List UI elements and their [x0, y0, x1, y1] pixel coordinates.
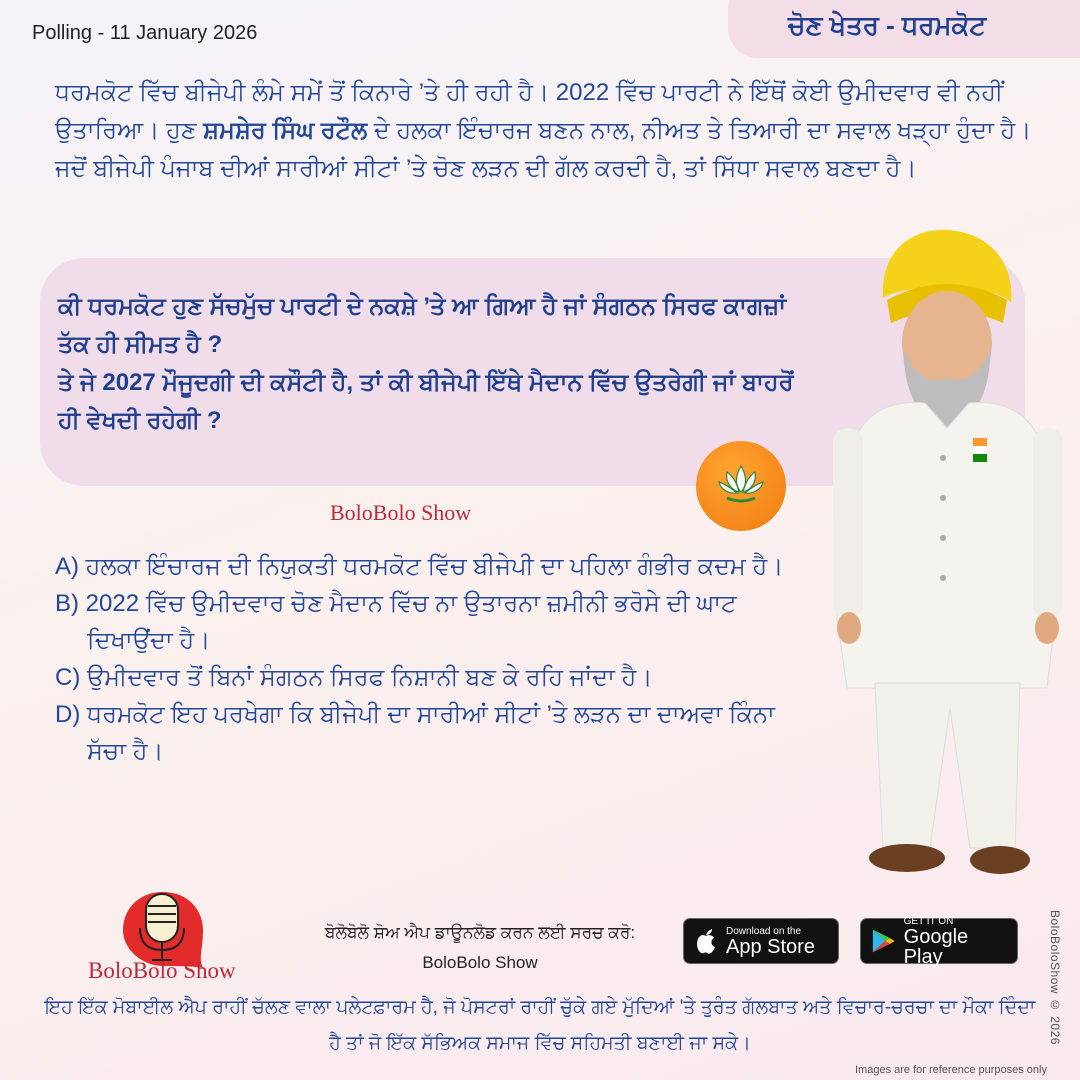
- question-line-1: ਕੀ ਧਰਮਕੋਟ ਹੁਣ ਸੱਚਮੁੱਚ ਪਾਰਟੀ ਦੇ ਨਕਸ਼ੇ ’ਤੇ ਆ ਗਿਆ ਹੈ ਜਾਂ ਸੰਗਠਨ ਸਿਰਫ ਕਾਗਜ਼ਾਂ ਤੱਕ ਹੀ ਸੀਮਤ ਹੈ ?: [58, 293, 787, 358]
- download-instructions: ਬੋਲੋਬੋਲੋ ਸ਼ੋਅ ਐਪ ਡਾਊਨਲੋਡ ਕਰਨ ਲਈ ਸਰਚ ਕਰੋ: BoloBolo Show: [290, 918, 670, 978]
- constituency-title-pill: [728, 0, 1080, 58]
- polling-date: Polling - 11 January 2026: [32, 22, 258, 44]
- intro-text: ਧਰਮਕੋਟ ਵਿੱਚ ਬੀਜੇਪੀ ਲੰਮੇ ਸਮੇਂ ਤੋਂ ਕਿਨਾਰੇ ’ਤੇ ਹੀ ਰਹੀ ਹੈ। 2022 ਵਿੱਚ ਪਾਰਟੀ ਨੇ ਇੱਥੋਂ ਕੋਈ ਉਮੀਦਵਾਰ ਵੀ ਨਹੀਂ ਉਤਾਰਿਆ। ਹੁਣ: [55, 79, 1004, 144]
- disclaimer: Images are for reference purposes only: [855, 1064, 1047, 1076]
- question-line-2: ਤੇ ਜੇ 2027 ਮੌਜੂਦਗੀ ਦੀ ਕਸੌਟੀ ਹੈ, ਤਾਂ ਕੀ ਬੀਜੇਪੀ ਇੱਥੇ ਮੈਦਾਨ ਵਿੱਚ ਉਤਰੇਗੀ ਜਾਂ ਬਾਹਰੋਂ ਹੀ ਵੇਖਦੀ ਰਹੇਗੀ ?: [58, 369, 794, 434]
- bjp-lotus-logo: [696, 441, 786, 531]
- intro-text-cont: ਦੇ ਹਲਕਾ ਇੰਚਾਰਜ ਬਣਨ ਨਾਲ, ਨੀਅਤ ਤੇ ਤਿਆਰੀ ਦਾ ਸਵਾਲ ਖੜ੍ਹਾ ਹੁੰਦਾ ਹੈ। ਜਦੋਂ ਬੀਜੇਪੀ ਪੰਜਾਬ ਦੀਆਂ ਸਾਰੀਆਂ ਸੀਟਾਂ ’ਤੇ ਚੋਣ ਲੜਨ ਦੀ ਗੱਲ ਕਰਦੀ ਹੈ, ਤਾਂ ਸਿੱਧਾ ਸਵਾਲ ਬਣਦਾ ਹੈ।: [55, 117, 1032, 182]
- poll-question: [58, 288, 818, 440]
- google-play-icon: [871, 927, 896, 955]
- leader-illustration: [825, 228, 1070, 888]
- footer-description: ਇਹ ਇੱਕ ਮੋਬਾਈਲ ਐਪ ਰਾਹੀਂ ਚੱਲਣ ਵਾਲਾ ਪਲੇਟਫ਼ਾਰਮ ਹੈ, ਜੋ ਪੋਸਟਰਾਂ ਰਾਹੀਂ ਚੁੱਕੇ ਗਏ ਮੁੱਦਿਆਂ 'ਤੇ ਤੁਰੰਤ ਗੱਲਬਾਤ ਅਤੇ ਵਿਚਾਰ-ਚਰਚਾ ਦਾ ਮੌਕਾ ਦਿੰਦਾ ਹੈ ਤਾਂ ਜੋ ਇੱਕ ਸੱਭਿਅਕ ਸਮਾਜ ਵਿੱਚ ਸਹਿਮਤੀ ਬਣਾਈ ਜਾ ਸਕੇ।: [44, 997, 1036, 1054]
- copyright: BoloBoloShow © 2026: [1048, 910, 1062, 1045]
- leader-name: ਸ਼ਮਸ਼ੇਰ ਸਿੰਘ ਰਟੌਲ: [203, 117, 368, 144]
- constituency-title: ਚੋਣ ਖੇਤਰ - ਧਰਮਕੋਟ: [788, 10, 987, 40]
- brand-watermark: BoloBolo Show: [330, 500, 472, 525]
- option-a[interactable]: A) ਹਲਕਾ ਇੰਚਾਰਜ ਦੀ ਨਿਯੁਕਤੀ ਧਰਮਕੋਟ ਵਿੱਚ ਬੀਜੇਪੀ ਦਾ ਪਹਿਲਾ ਗੰਭੀਰ ਕਦਮ ਹੈ।: [55, 553, 784, 580]
- google-play-button[interactable]: GET IT ON Google Play: [860, 918, 1018, 964]
- poll-options: [55, 548, 815, 770]
- app-name: BoloBolo Show: [422, 953, 538, 972]
- option-c[interactable]: C) ਉਮੀਦਵਾਰ ਤੋਂ ਬਿਨਾਂ ਸੰਗਠਨ ਸਿਰਫ ਨਿਸ਼ਾਨੀ ਬਣ ਕੇ ਰਹਿ ਜਾਂਦਾ ਹੈ।: [55, 664, 653, 691]
- app-store-button[interactable]: Download on the App Store: [683, 918, 839, 964]
- brand-logo-text: BoloBolo Show: [88, 958, 236, 983]
- option-b[interactable]: B) 2022 ਵਿੱਚ ਉਮੀਦਵਾਰ ਚੋਣ ਮੈਦਾਨ ਵਿੱਚ ਨਾ ਉਤਾਰਨਾ ਜ਼ਮੀਨੀ ਭਰੋਸੇ ਦੀ ਘਾਟ ਦਿਖਾਉਂਦਾ ਹੈ।: [55, 590, 737, 654]
- option-d[interactable]: D) ਧਰਮਕੋਟ ਇਹ ਪਰਖੇਗਾ ਕਿ ਬੀਜੇਪੀ ਦਾ ਸਾਰੀਆਂ ਸੀਟਾਂ ’ਤੇ ਲੜਨ ਦਾ ਦਾਅਵਾ ਕਿੰਨਾ ਸੱਚਾ ਹੈ।: [55, 701, 775, 765]
- intro-paragraph: [55, 74, 1045, 188]
- bolobolo-mic-logo: [118, 888, 208, 968]
- apple-icon: [694, 927, 718, 955]
